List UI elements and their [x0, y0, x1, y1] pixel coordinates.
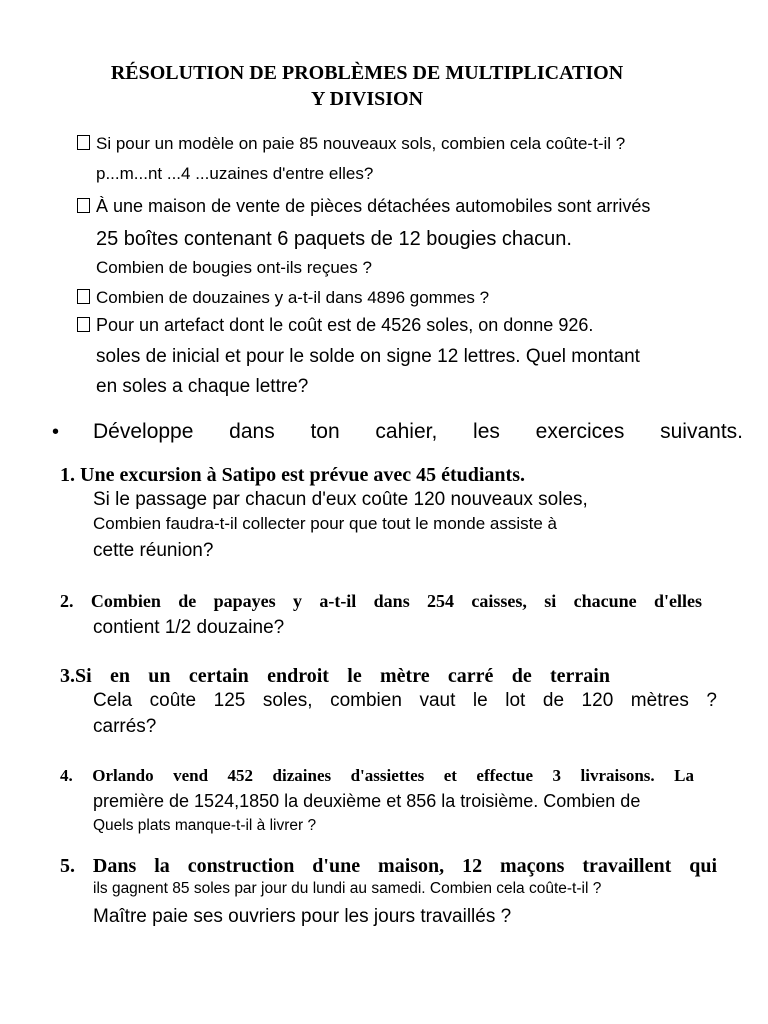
exercise-2-heading: 2. Combien de papayes y a-t-il dans 254 caisses, si chacune d'elles — [60, 591, 702, 611]
checklist-item-4-line-2: soles de inicial et pour le solde on signe 12 lettres. Quel montant — [96, 346, 640, 367]
exercise-1-line-4: cette réunion? — [93, 540, 214, 561]
exercise-1-heading: 1. Une excursion à Satipo est prévue avec 45 étudiants. — [60, 464, 525, 486]
checklist-item-4-line-3: en soles a chaque lettre? — [96, 376, 309, 397]
checklist-item-1: Si pour un modèle on paie 85 nouveaux sols, combien cela coûte-t-il ? — [77, 134, 625, 154]
exercise-3-heading: 3.Si en un certain endroit le mètre carré de terrain — [60, 665, 610, 687]
exercise-5-line-3: Maître paie ses ouvriers pour les jours travaillés ? — [93, 906, 512, 927]
exercise-2-line-2: contient 1/2 douzaine? — [93, 617, 285, 638]
exercise-5-heading: 5. Dans la construction d'une maison, 12 maçons travaillent qui — [60, 855, 717, 877]
exercise-3-line-3: carrés? — [93, 716, 157, 737]
checklist-item-1-continuation: p...m...nt ...4 ...uzaines d'entre elles? — [96, 164, 374, 183]
checkbox-icon — [77, 317, 90, 332]
exercise-3-line-2: Cela coûte 125 soles, combien vaut le lot de 120 mètres ? — [93, 690, 717, 711]
page-title-line-1: RÉSOLUTION DE PROBLÈMES DE MULTIPLICATION — [110, 62, 624, 84]
checklist-item-2-line-3: Combien de bougies ont-ils reçues ? — [96, 258, 372, 277]
checklist-item-2: À une maison de vente de pièces détachées automobiles sont arrivés — [77, 196, 650, 217]
checkbox-icon — [77, 289, 90, 304]
exercise-4-line-2: première de 1524,1850 la deuxième et 856 la troisième. Combien de — [93, 791, 641, 811]
instruction-bullet-icon: • — [52, 421, 60, 443]
exercise-1-line-2: Si le passage par chacun d'eux coûte 120 nouveaux soles, — [93, 489, 588, 510]
exercise-1-line-3: Combien faudra-t-il collecter pour que tout le monde assiste à — [93, 514, 557, 533]
checkbox-icon — [77, 198, 90, 213]
checklist-item-3: Combien de douzaines y a-t-il dans 4896 gommes ? — [77, 288, 489, 308]
exercise-5-line-2: ils gagnent 85 soles par jour du lundi au samedi. Combien cela coûte-t-il ? — [93, 880, 602, 897]
page-title-line-2: Y DIVISION — [310, 88, 424, 110]
checklist-item-2-line-2: 25 boîtes contenant 6 paquets de 12 bougies chacun. — [96, 228, 572, 250]
checklist-item-4: Pour un artefact dont le coût est de 4526 soles, on donne 926. — [77, 315, 593, 336]
checkbox-icon — [77, 135, 90, 150]
exercise-4-heading: 4. Orlando vend 452 dizaines d'assiettes et effectue 3 livraisons. La — [60, 766, 694, 785]
instruction-text: Développe dans ton cahier, les exercices suivants. — [93, 420, 743, 443]
exercise-4-line-3: Quels plats manque-t-il à livrer ? — [93, 817, 317, 834]
